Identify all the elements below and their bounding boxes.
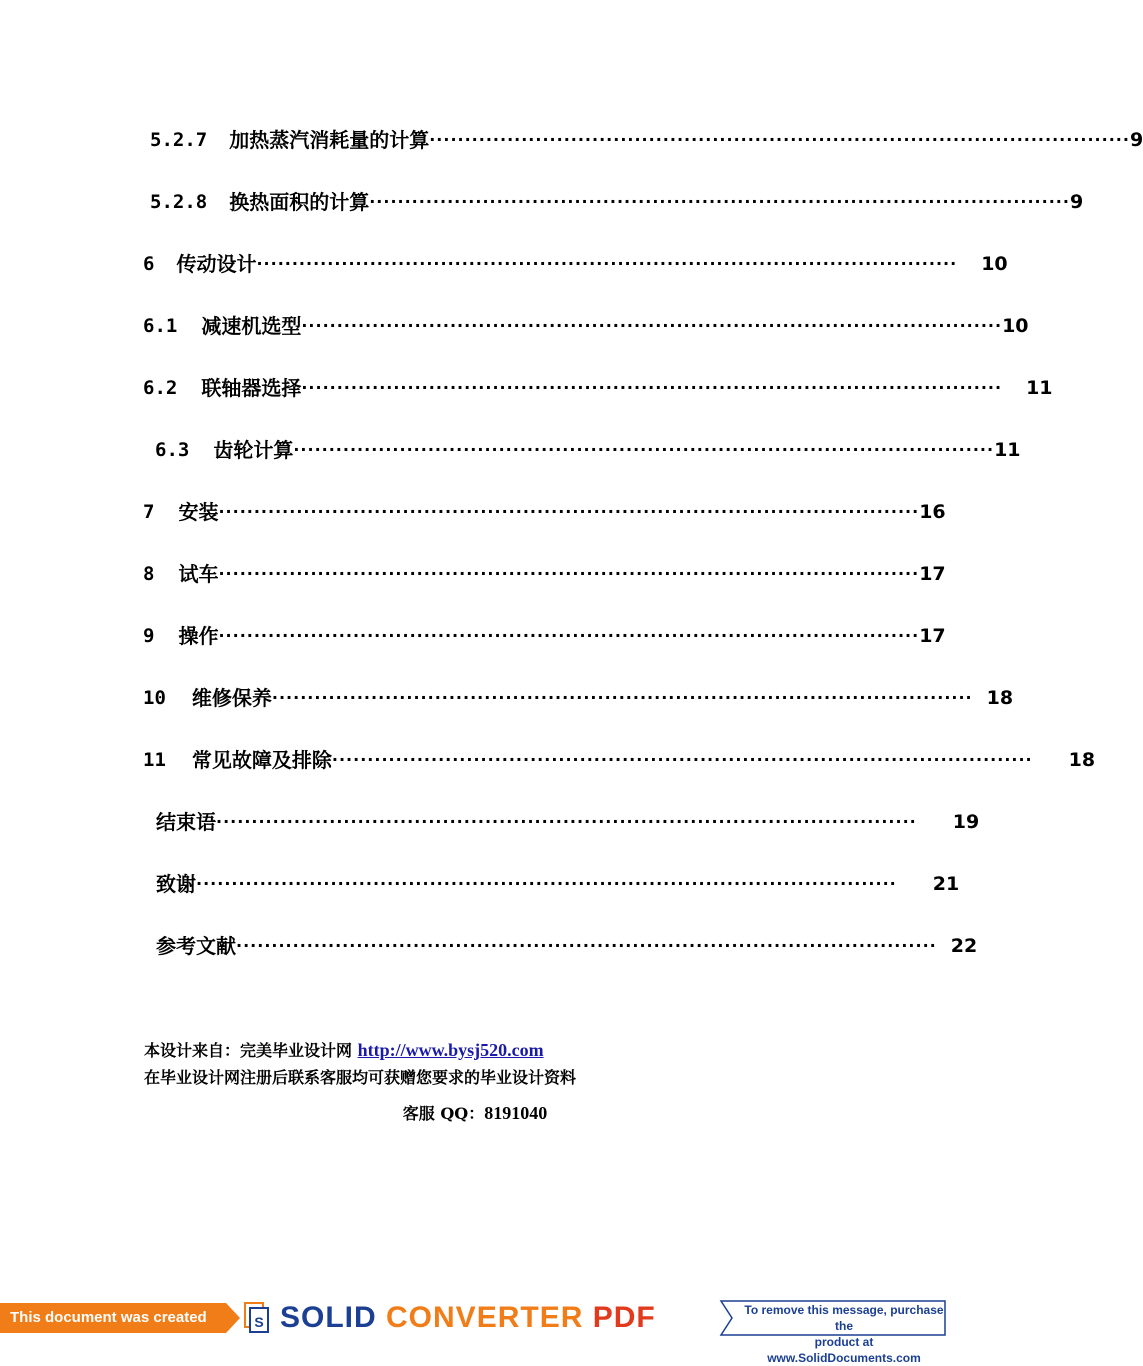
toc-entry-page: 18 bbox=[986, 687, 1014, 709]
toc-entry bbox=[143, 559, 946, 589]
toc-entry bbox=[143, 311, 1029, 341]
toc-leader-dots: ··································································································· bbox=[271, 688, 973, 707]
toc-entry-number: 8 bbox=[143, 563, 155, 585]
qq-label: 客服 QQ： bbox=[402, 1104, 485, 1123]
toc-entry-number: 6 bbox=[143, 253, 155, 275]
toc-entry-title: 结束语 bbox=[156, 810, 216, 834]
toc-entry-number: 5.2.8 bbox=[150, 191, 208, 213]
toc-entry-page: 9 bbox=[1129, 129, 1143, 151]
qq-number: 8191040 bbox=[484, 1103, 548, 1123]
svg-text:S: S bbox=[254, 1314, 264, 1330]
toc-entry bbox=[143, 621, 946, 651]
toc-entry-title: 传动设计 bbox=[176, 252, 257, 276]
banner-arrow-icon bbox=[226, 1303, 240, 1333]
toc-entry-title: 维修保养 bbox=[191, 686, 272, 710]
banner-created-using: This document was created using bbox=[0, 1303, 226, 1333]
toc-entry-page: 16 bbox=[919, 501, 946, 523]
toc-entry bbox=[143, 249, 1008, 279]
toc-entry-page: 10 bbox=[1002, 315, 1029, 337]
toc-leader-dots: ··································································································· bbox=[301, 316, 1003, 335]
toc-leader-dots: ··································································································· bbox=[216, 812, 917, 831]
toc-entry bbox=[143, 683, 1014, 713]
toc-entry bbox=[143, 497, 946, 527]
toc-leader-dots: ··································································································· bbox=[331, 750, 1033, 769]
toc-entry bbox=[150, 187, 1084, 217]
toc-entry bbox=[155, 435, 1021, 465]
toc-entry bbox=[156, 869, 960, 899]
toc-entry-number: 7 bbox=[143, 501, 155, 523]
toc-entry-number: 5.2.7 bbox=[150, 129, 208, 151]
toc-entry bbox=[150, 125, 1143, 155]
toc-entry-title: 操作 bbox=[178, 624, 219, 648]
toc-entry-title: 齿轮计算 bbox=[213, 438, 294, 462]
toc-entry-title: 加热蒸汽消耗量的计算 bbox=[229, 128, 430, 152]
toc-leader-dots: ··································································································· bbox=[196, 874, 897, 893]
toc-entry-number: 6.1 bbox=[143, 315, 178, 337]
toc-leader-dots: ··································································································· bbox=[301, 378, 1003, 397]
toc-entry-page: 11 bbox=[1026, 377, 1053, 399]
toc-entry bbox=[156, 807, 980, 837]
customer-service-qq bbox=[0, 1101, 950, 1124]
purchase-text-line-1: To remove this message, purchase the bbox=[744, 1303, 944, 1333]
toc-entry-page: 10 bbox=[981, 253, 1008, 275]
purchase-message[interactable] bbox=[720, 1300, 946, 1365]
toc-leader-dots: ··································································································· bbox=[293, 440, 995, 459]
toc-entry-page: 22 bbox=[950, 935, 978, 957]
toc-entry-page: 18 bbox=[1068, 749, 1096, 771]
toc-entry-page: 21 bbox=[932, 873, 960, 895]
solid-converter-banner[interactable] bbox=[0, 1297, 950, 1365]
brand-name bbox=[280, 1301, 656, 1335]
brand-pdf: PDF bbox=[592, 1301, 656, 1334]
toc-leader-dots: ··································································································· bbox=[218, 564, 920, 583]
source-line bbox=[144, 1036, 576, 1064]
toc-entry-number: 11 bbox=[143, 749, 166, 771]
source-prefix: 本设计来自：完美毕业设计网 bbox=[144, 1041, 358, 1060]
purchase-text bbox=[742, 1302, 946, 1366]
brand-converter: CONVERTER bbox=[386, 1301, 593, 1334]
toc-entry-title: 常见故障及排除 bbox=[191, 748, 332, 772]
toc-entry bbox=[143, 745, 1096, 775]
toc-entry-title: 试车 bbox=[178, 562, 219, 586]
toc-leader-dots: ··································································································· bbox=[429, 130, 1130, 149]
toc-entry-title: 减速机选型 bbox=[201, 314, 302, 338]
toc-leader-dots: ··································································································· bbox=[256, 254, 958, 273]
toc-entry-title: 致谢 bbox=[156, 872, 196, 896]
toc-leader-dots: ··································································································· bbox=[218, 502, 920, 521]
toc-leader-dots: ··································································································· bbox=[236, 936, 937, 955]
toc-entry-number: 9 bbox=[143, 625, 155, 647]
source-notice bbox=[144, 1036, 576, 1092]
website-link[interactable]: http://www.bysj520.com bbox=[357, 1040, 544, 1060]
toc-entry-number: 10 bbox=[143, 687, 166, 709]
toc-entry-title: 联轴器选择 bbox=[201, 376, 302, 400]
toc-entry-page: 17 bbox=[919, 625, 946, 647]
toc-entry-title: 参考文献 bbox=[156, 934, 236, 958]
register-notice: 在毕业设计网注册后联系客服均可获赠您要求的毕业设计资料 bbox=[144, 1068, 577, 1087]
toc-entry-page: 17 bbox=[919, 563, 946, 585]
solid-document-logo-icon bbox=[244, 1302, 270, 1334]
toc-entry-number: 6.2 bbox=[143, 377, 178, 399]
toc-entry-page: 11 bbox=[994, 439, 1021, 461]
toc-entry-title: 安装 bbox=[178, 500, 219, 524]
toc-entry bbox=[156, 931, 978, 961]
toc-leader-dots: ··································································································· bbox=[218, 626, 920, 645]
purchase-text-line-2: product at www.SolidDocuments.com bbox=[767, 1335, 921, 1365]
toc-entry-page: 19 bbox=[952, 811, 980, 833]
toc-entry-page: 9 bbox=[1069, 191, 1084, 213]
toc-entry bbox=[143, 373, 1053, 403]
toc-entry-title: 换热面积的计算 bbox=[229, 190, 370, 214]
toc-leader-dots: ··································································································· bbox=[369, 192, 1070, 211]
brand-solid: SOLID bbox=[280, 1301, 387, 1334]
toc-entry-number: 6.3 bbox=[155, 439, 190, 461]
